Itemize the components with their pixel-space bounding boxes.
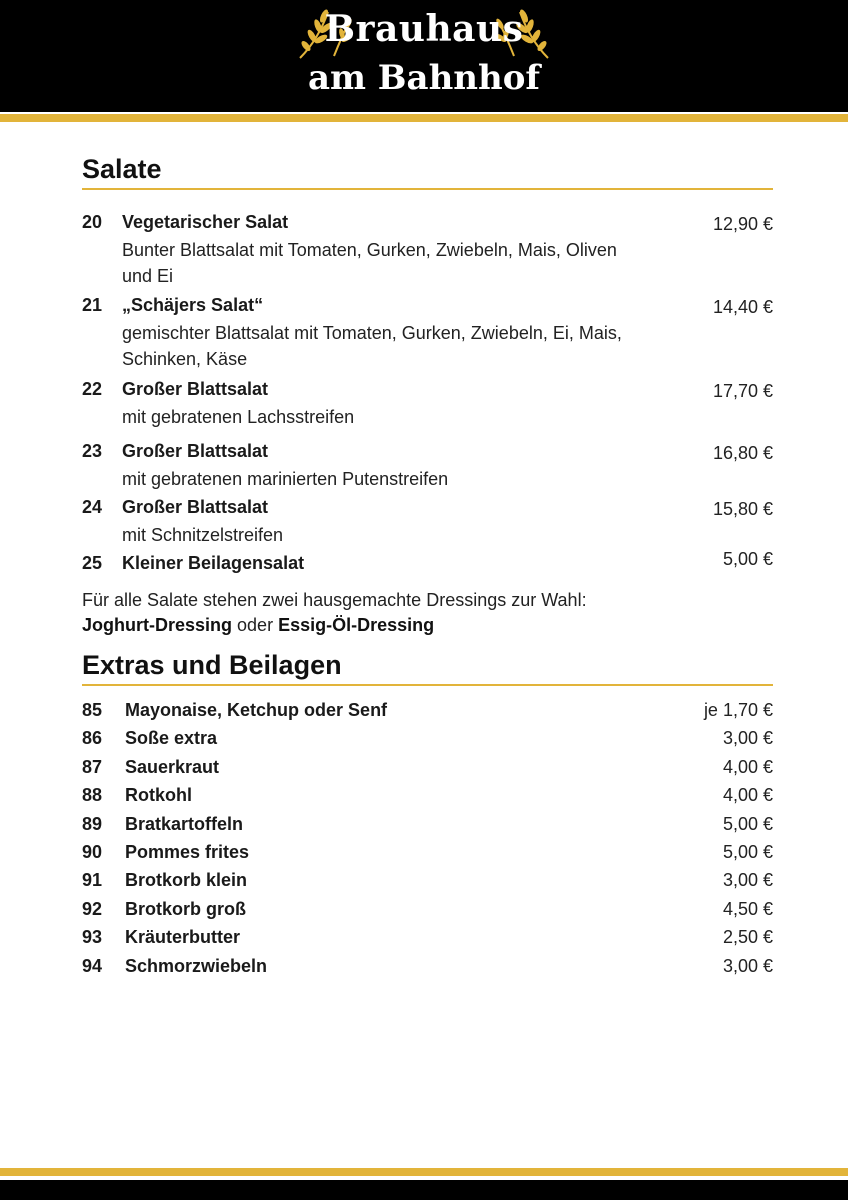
item-description: gemischter Blattsalat mit Tomaten, Gurken, Zwiebeln, Ei, Mais, Schinken, Käse — [122, 323, 622, 369]
item-number: 92 — [82, 898, 103, 919]
item-name: Schmorzwiebeln — [125, 955, 268, 976]
dressing-connector: oder — [237, 615, 274, 635]
item-name: Großer Blattsalat — [122, 441, 269, 461]
item-price: 4,50 € — [722, 898, 773, 919]
item-name: Mayonaise, Ketchup oder Senf — [125, 700, 388, 720]
item-number: 94 — [82, 955, 103, 976]
item-number: 90 — [82, 841, 103, 862]
item-price: 2,50 € — [722, 927, 773, 948]
item-price: 3,00 € — [722, 955, 773, 976]
item-price: 17,70 € — [712, 381, 773, 401]
list-item — [82, 925, 773, 953]
header-gold-stripe — [0, 114, 848, 122]
footer-gold-stripe — [0, 1168, 848, 1176]
item-price: 4,00 € — [722, 785, 773, 806]
list-item — [82, 726, 773, 754]
extras-list — [82, 698, 773, 982]
item-number: 21 — [82, 295, 103, 315]
list-item — [82, 954, 773, 982]
item-name: Pommes frites — [125, 841, 250, 862]
item-name: Großer Blattsalat — [122, 497, 269, 517]
item-price: 15,80 € — [712, 499, 773, 519]
item-description: Bunter Blattsalat mit Tomaten, Gurken, Zwiebeln, Mais, Oliven und Ei — [122, 240, 617, 286]
item-price: 5,00 € — [722, 549, 773, 569]
item-name: Rotkohl — [125, 785, 192, 806]
footer-bar — [0, 1180, 848, 1200]
item-number: 87 — [82, 756, 103, 777]
item-name: Brotkorb groß — [125, 898, 246, 919]
brand-name-line1: Brauhaus — [324, 8, 524, 50]
item-name: Vegetarischer Salat — [122, 212, 289, 232]
item-price: 5,00 € — [722, 813, 773, 834]
item-number: 25 — [82, 553, 103, 573]
item-price: 3,00 € — [722, 870, 773, 891]
section-title-extras: Extras und Beilagen — [82, 650, 342, 680]
item-number: 93 — [82, 927, 103, 948]
item-price: 14,40 € — [712, 297, 773, 317]
brand-name-line2: am Bahnhof — [307, 58, 541, 98]
list-item — [82, 755, 773, 783]
item-number: 88 — [82, 785, 103, 806]
item-number: 89 — [82, 813, 103, 834]
list-item — [82, 897, 773, 925]
item-name: „Schäjers Salat“ — [122, 295, 264, 315]
brand-logo — [290, 2, 558, 110]
item-name: Sauerkraut — [125, 756, 220, 777]
list-item — [82, 812, 773, 840]
dressing-note: Für alle Salate stehen zwei hausgemachte Dressings zur Wahl: — [82, 590, 587, 610]
item-number: 24 — [82, 497, 103, 517]
item-price: 4,00 € — [722, 756, 773, 777]
list-item — [82, 840, 773, 868]
item-name: Brotkorb klein — [125, 870, 248, 891]
item-description: mit gebratenen Lachsstreifen — [122, 407, 355, 427]
dressing-options — [82, 615, 434, 636]
item-name: Kleiner Beilagensalat — [122, 553, 305, 573]
list-item — [82, 783, 773, 811]
item-number: 22 — [82, 379, 103, 399]
item-name: Großer Blattsalat — [122, 379, 269, 399]
item-name: Kräuterbutter — [125, 927, 241, 948]
item-price: 3,00 € — [722, 728, 773, 749]
item-price: 5,00 € — [722, 841, 773, 862]
section-title-salate: Salate — [82, 154, 162, 184]
item-price: 12,90 € — [712, 214, 773, 234]
item-price: je 1,70 € — [703, 700, 773, 720]
item-number: 85 — [82, 700, 103, 720]
list-item — [82, 868, 773, 896]
item-number: 91 — [82, 870, 103, 891]
dressing-option-2: Essig-Öl-Dressing — [278, 615, 435, 635]
header-bar — [0, 0, 848, 112]
item-price: 16,80 € — [712, 443, 773, 463]
item-name: Soße extra — [125, 728, 218, 749]
item-name: Bratkartoffeln — [125, 813, 244, 834]
item-number: 86 — [82, 728, 103, 749]
item-number: 20 — [82, 212, 103, 232]
dressing-option-1: Joghurt-Dressing — [82, 615, 233, 635]
item-description: mit Schnitzelstreifen — [122, 525, 284, 545]
item-number: 23 — [82, 441, 103, 461]
section-divider — [82, 188, 773, 190]
item-description: mit gebratenen marinierten Putenstreifen — [122, 469, 449, 489]
section-divider — [82, 684, 773, 686]
list-item — [82, 698, 773, 726]
